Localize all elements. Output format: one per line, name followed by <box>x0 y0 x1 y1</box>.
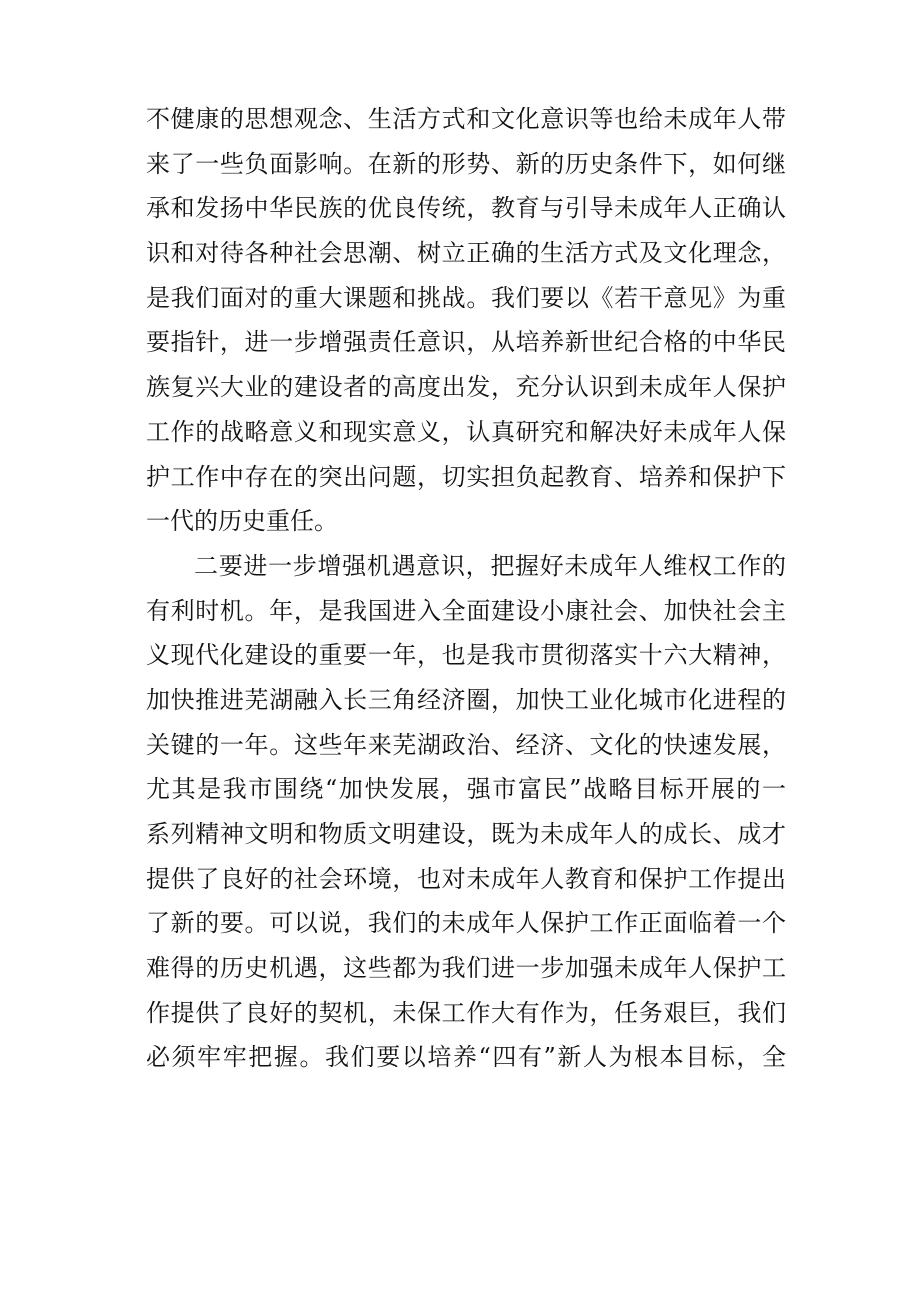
text-line: 关键的一年。这些年来芜湖政治、经济、文化的快速发展， <box>146 730 786 759</box>
text-line: 作提供了良好的契机，未保工作大有作为，任务艰巨，我们 <box>146 998 786 1027</box>
text-line: 护工作中存在的突出问题，切实担负起教育、培养和保护下 <box>146 462 786 491</box>
text-line: 来了一些负面影响。在新的形势、新的历史条件下，如何继 <box>146 149 786 178</box>
text-line: 族复兴大业的建设者的高度出发，充分认识到未成年人保护 <box>146 373 786 402</box>
text-line: 系列精神文明和物质文明建设，既为未成年人的成长、成才 <box>146 820 786 848</box>
paragraph-2 <box>146 544 786 1080</box>
document-body <box>146 97 786 1080</box>
text-line: 义现代化建设的重要一年，也是我市贯彻落实十六大精神， <box>146 641 786 670</box>
text-line: 一代的历史重任。 <box>146 507 338 536</box>
text-line: 了新的要。可以说，我们的未成年人保护工作正面临着一个 <box>146 909 786 938</box>
text-line: 加快推进芜湖融入长三角经济圈，加快工业化城市化进程的 <box>146 685 786 714</box>
text-line: 承和发扬中华民族的优良传统，教育与引导未成年人正确认 <box>146 194 786 223</box>
text-line: 尤其是我市围绕“加快发展，强市富民”战略目标开展的一 <box>146 775 786 804</box>
text-line: 二要进一步增强机遇意识，把握好未成年人维权工作的 <box>194 551 786 580</box>
text-line: 工作的战略意义和现实意义，认真研究和解决好未成年人保 <box>146 417 786 446</box>
text-line: 难得的历史机遇，这些都为我们进一步加强未成年人保护工 <box>146 954 786 983</box>
text-line: 要指针，进一步增强责任意识，从培养新世纪合格的中华民 <box>146 328 786 357</box>
text-line: 提供了良好的社会环境，也对未成年人教育和保护工作提出 <box>146 864 786 893</box>
paragraph-1 <box>146 97 786 544</box>
text-line: 必须牢牢把握。我们要以培养“四有”新人为根本目标，全 <box>146 1043 786 1072</box>
text-line: 不健康的思想观念、生活方式和文化意识等也给未成年人带 <box>146 105 786 133</box>
text-line: 有利时机。年，是我国进入全面建设小康社会、加快社会主 <box>146 596 786 625</box>
text-line: 是我们面对的重大课题和挑战。我们要以《若干意见》为重 <box>146 283 786 312</box>
text-line: 识和对待各种社会思潮、树立正确的生活方式及文化理念， <box>146 239 786 268</box>
